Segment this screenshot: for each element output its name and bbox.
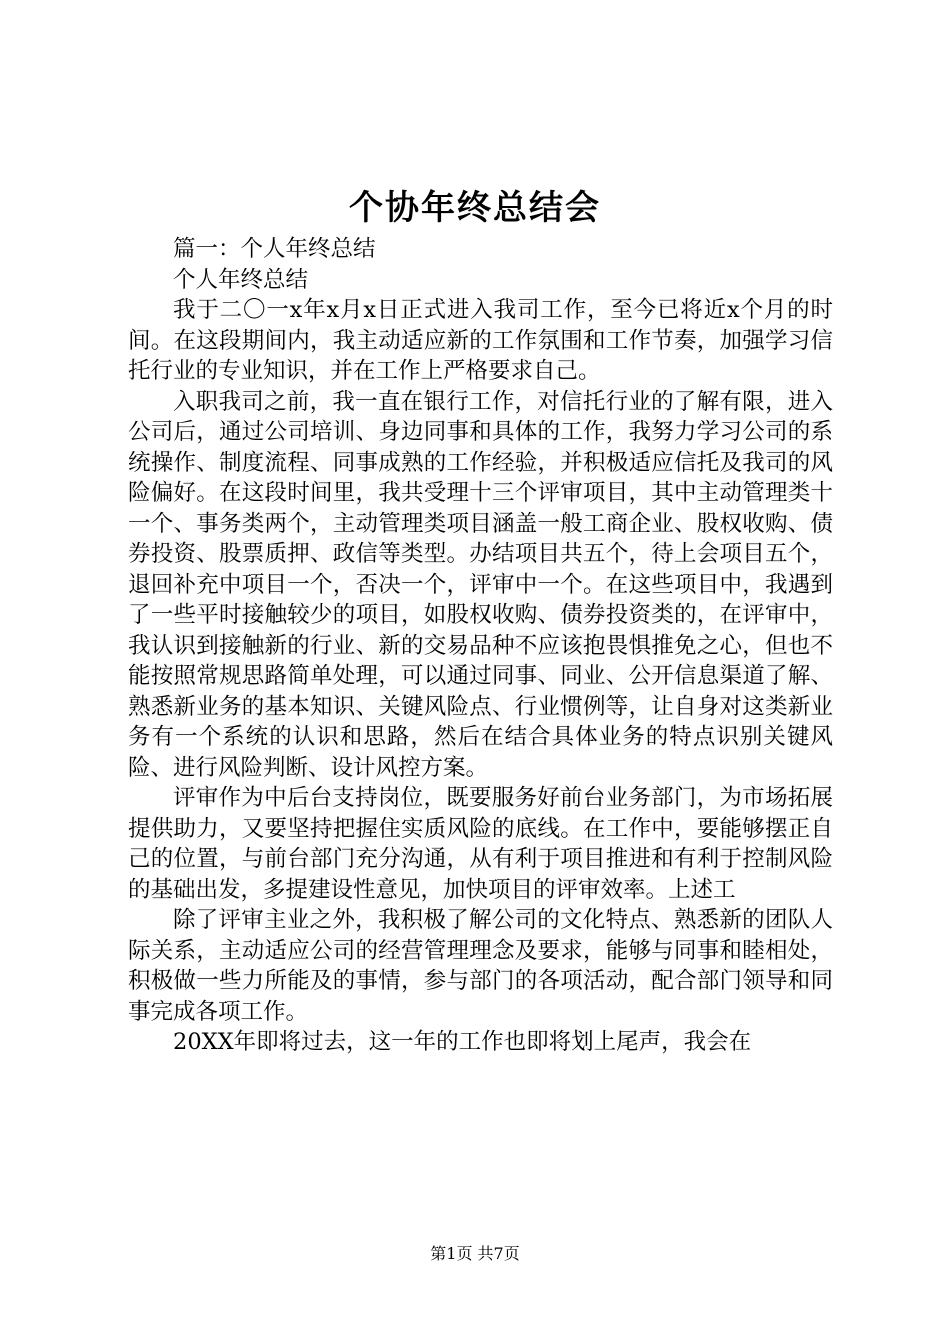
paragraph: 我于二〇一x年x月x日正式进入我司工作，至今已将近x个月的时间。在这段期间内，我主动适应新的工作氛围和工作节奏，加强学习信托行业的专业知识，并在工作上严格要求自己。 (128, 297, 833, 384)
paragraph: 入职我司之前，我一直在银行工作，对信托行业的了解有限，进入公司后，通过公司培训、身边同事和具体的工作，我努力学习公司的系统操作、制度流程、同事成熟的工作经验，并积极适应信托及我司的风险偏好。在这段时间里，我共受理十三个评审项目，其中主动管理类十一个、事务类两个，主动管理类项目涵盖一般工商企业、股权收购、债券投资、股票质押、政信等类型。办结项目共五个，待上会项目五个，退回补充中项目一个，否决一个，评审中一个。在这些项目中，我遇到了一些平时接触较少的项目，如股权收购、债券投资类的，在评审中，我认识到接触新的行业、新的交易品种不应该抱畏惧推免之心，但也不能按照常规思路简单处理，可以通过同事、同业、公开信息渠道了解、熟悉新业务的基本知识、关键风险点、行业惯例等，让自身对这类新业务有一个系统的认识和思路，然后在结合具体业务的特点识别关键风险、进行风险判断、设计风控方案。 (128, 388, 833, 781)
paragraph: 20XX年即将过去，这一年的工作也即将划上尾声，我会在 (173, 1029, 752, 1055)
section-heading: 篇一：个人年终总结 (173, 236, 376, 262)
paragraph: 除了评审主业之外，我积极了解公司的文化特点、熟悉新的团队人际关系，主动适应公司的经营管理理念及要求，能够与同事和睦相处，积极做一些力所能及的事情，参与部门的各项活动，配合部门领导和同事完成各项工作。 (128, 907, 833, 1025)
document-title: 个协年终总结会 (349, 188, 601, 228)
page-footer: 第1页 共7页 (430, 1244, 520, 1263)
document-body (128, 234, 833, 1058)
subsection-heading: 个人年终总结 (173, 266, 309, 293)
paragraph: 评审作为中后台支持岗位，既要服务好前台业务部门，为市场拓展提供助力，又要坚持把握住实质风险的底线。在工作中，要能够摆正自己的位置，与前台部门充分沟通，从有利于项目推进和有利于控制风险的基础出发，多提建设性意见，加快项目的评审效率。上述工 (128, 785, 833, 903)
